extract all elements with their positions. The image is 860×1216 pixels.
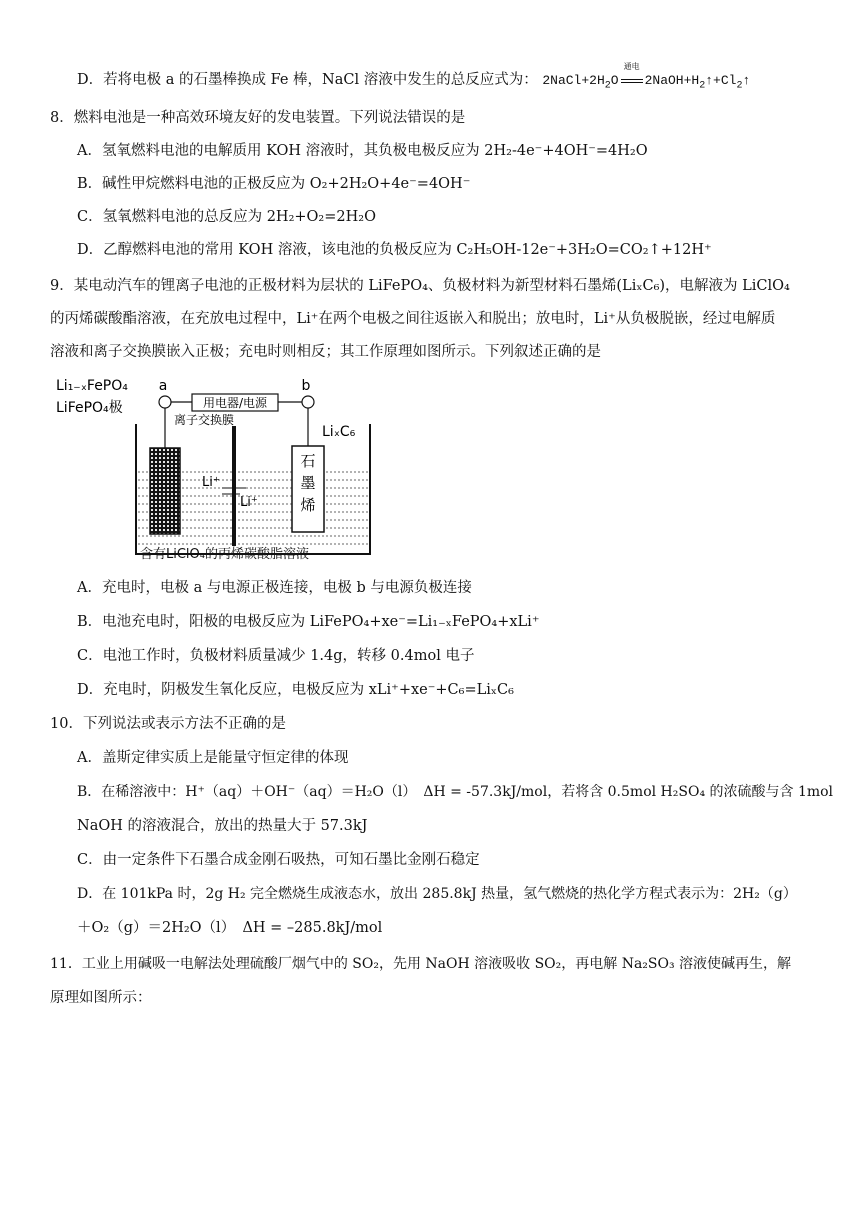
label-a: a xyxy=(158,378,168,394)
reaction-condition: 通电 xyxy=(619,71,645,91)
q10-option-d-line1: D．在 101kPa 时，2g H₂ 完全燃烧生成液态水，放出 285.8kJ 热量，氢气燃烧的热化学方程式表示为：2H₂（g） xyxy=(77,886,797,902)
q9-option-c: C．电池工作时，负极材料质量减少 1.4g，转移 0.4mol 电子 xyxy=(77,648,475,664)
load-source-label: 用电器/电源 xyxy=(202,396,268,410)
label-b: b xyxy=(301,378,311,394)
q9-option-b: B．电池充电时，阳极的电极反应为 LiFePO₄+xe⁻=Li₁₋ₓFePO₄+xLi⁺ xyxy=(77,614,540,630)
label-lixc6: LiₓC₆ xyxy=(322,424,356,440)
graphene-char-1: 石 xyxy=(300,452,316,470)
q8-option-a: A．氢氧燃料电池的电解质用 KOH 溶液时，其负极电极反应为 2H₂-4e⁻+4OH⁻=4H₂O xyxy=(77,143,648,159)
q10-option-d-line2: ＋O₂（g）＝2H₂O（l） ΔH = –285.8kJ/mol xyxy=(77,920,383,936)
q10-option-c: C．由一定条件下石墨合成金刚石吸热，可知石墨比金刚石稳定 xyxy=(77,852,480,868)
q9-stem-line3: 溶液和离子交换膜嵌入正极；充电时则相反；其工作原理如图所示。下列叙述正确的是 xyxy=(50,344,601,360)
q11-stem-line2: 原理如图所示： xyxy=(50,990,152,1006)
q9-stem-line2: 的丙烯碳酸酯溶液，在充放电过程中，Li⁺在两个电极之间往返嵌入和脱出；放电时，Li⁺从负极脱嵌，经过电解质 xyxy=(50,311,776,327)
label-lifepo4-electrode: LiFePO₄极 xyxy=(56,400,123,416)
li-ion-label-1: Li⁺ xyxy=(202,475,220,490)
terminal-a xyxy=(159,396,171,408)
q9-option-a: A．充电时，电极 a 与电源正极连接，电极 b 与电源负极连接 xyxy=(77,580,472,596)
li-ion-label-2: Li⁺ xyxy=(240,495,258,510)
graphene-char-2: 墨 xyxy=(300,474,316,492)
diagram-caption: 含有LiClO₄的丙烯碳酸脂溶液 xyxy=(140,547,309,562)
q7-option-d-text: D．若将电极 a 的石墨棒换成 Fe 棒，NaCl 溶液中发生的总反应式为： xyxy=(77,72,538,88)
q9-option-d: D．充电时，阴极发生氧化反应，电极反应为 xLi⁺+xe⁻+C₆=LiₓC₆ xyxy=(77,682,514,698)
battery-diagram xyxy=(50,376,390,566)
label-membrane: 离子交换膜 xyxy=(174,413,235,427)
graphene-char-3: 烯 xyxy=(300,496,316,514)
q8-option-b: B．碱性甲烷燃料电池的正极反应为 O₂+2H₂O+4e⁻=4OH⁻ xyxy=(77,176,471,192)
q8-stem: 8．燃料电池是一种高效环境友好的发电装置。下列说法错误的是 xyxy=(50,110,466,126)
label-li1-x-fepo4: Li₁₋ₓFePO₄ xyxy=(56,378,128,394)
q10-option-a: A．盖斯定律实质上是能量守恒定律的体现 xyxy=(77,750,349,766)
q10-option-b-line1: B．在稀溶液中：H⁺（aq）＋OH⁻（aq）＝H₂O（l） ΔH = -57.3kJ/mol，若将含 0.5mol H₂SO₄ 的浓硫酸与含 1mol xyxy=(77,784,834,800)
q7-option-d-equation: $2NaCl+2H_2O$ 通电 $2NaOH+H_2↑+Cl_2↑$ xyxy=(542,63,751,92)
q7-option-d xyxy=(77,63,751,97)
q10-stem: 10．下列说法或表示方法不正确的是 xyxy=(50,716,286,732)
q8-option-d: D．乙醇燃料电池的常用 KOH 溶液，该电池的负极反应为 C₂H₅OH-12e⁻+3H₂O=CO₂↑+12H⁺ xyxy=(77,242,712,258)
terminal-b xyxy=(302,396,314,408)
q10-option-b-line2: NaOH 的溶液混合，放出的热量大于 57.3kJ xyxy=(77,818,368,834)
q9-stem-line1: 9．某电动汽车的锂离子电池的正极材料为层状的 LiFePO₄、负极材料为新型材料石墨烯(LiₓC₆)，电解液为 LiClO₄ xyxy=(50,278,790,294)
lifepo4-electrode xyxy=(150,448,180,534)
q11-stem-line1: 11．工业上用碱吸一电解法处理硫酸厂烟气中的 SO₂，先用 NaOH 溶液吸收 SO₂，再电解 Na₂SO₃ 溶液使碱再生，解 xyxy=(50,956,792,972)
q8-option-c: C．氢氧燃料电池的总反应为 2H₂+O₂=2H₂O xyxy=(77,209,376,225)
